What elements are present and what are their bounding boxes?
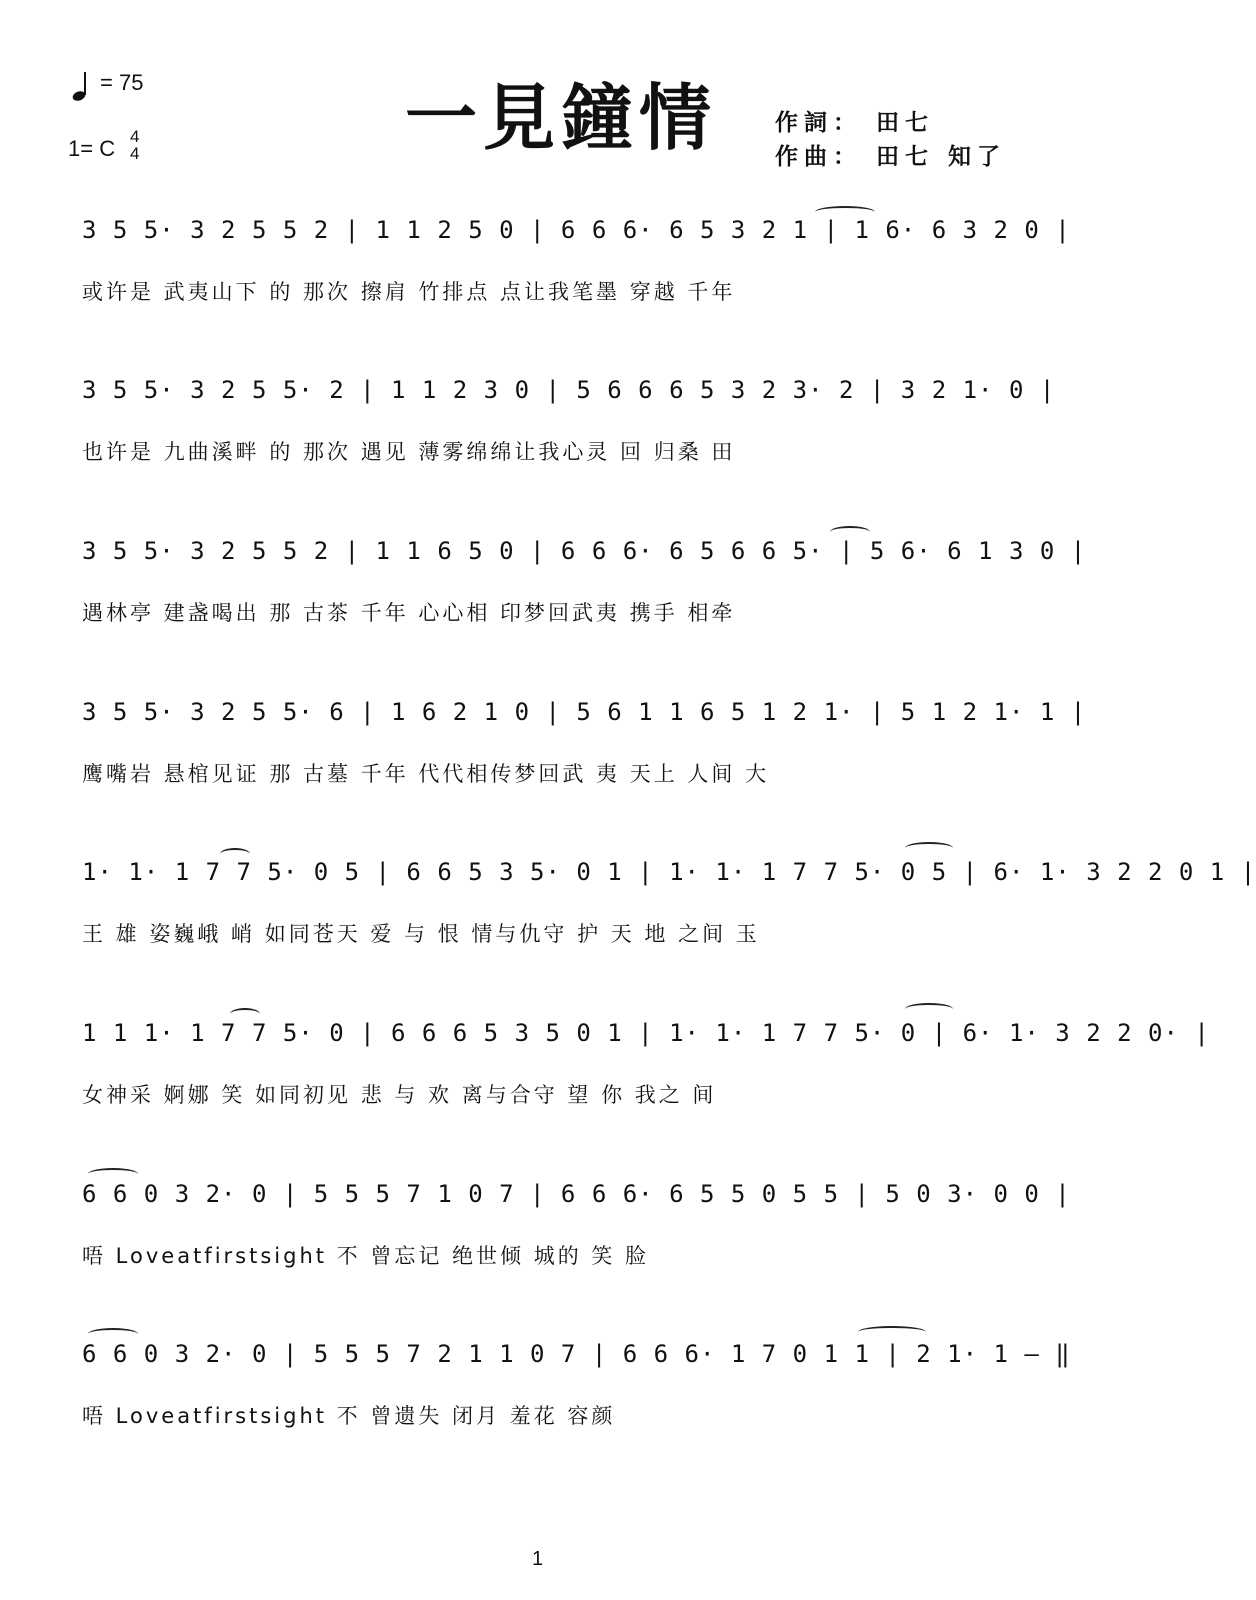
time-signature	[130, 128, 139, 162]
notation-line-8: 6 6 0 3 2· 0 | 5 5 5 7 2 1 1 0 7 | 6 6 6· 1 7 0 1 1 | 2 1· 1 – ‖	[82, 1340, 1071, 1368]
slur-mark	[830, 526, 870, 538]
lyrics-line-3: 遇林亭 建盏喝出 那 古茶 千年 心心相 印梦回武夷 携手 相牵	[82, 601, 736, 625]
notation-line-7: 6 6 0 3 2· 0 | 5 5 5 7 1 0 7 | 6 6 6· 6 5 5 0 5 5 | 5 0 3· 0 0 |	[82, 1180, 1071, 1208]
slur-mark	[905, 842, 953, 854]
notation-line-2: 3 5 5· 3 2 5 5· 2 | 1 1 2 3 0 | 5 6 6 6 5 3 2 3· 2 | 3 2 1· 0 |	[82, 376, 1056, 404]
lyrics-line-1: 或许是 武夷山下 的 那次 擦肩 竹排点 点让我笔墨 穿越 千年	[82, 280, 736, 304]
time-signature-top: 4	[130, 127, 140, 146]
notation-line-1: 3 5 5· 3 2 5 5 2 | 1 1 2 5 0 | 6 6 6· 6 5 3 2 1 | 1 6· 6 3 2 0 |	[82, 216, 1071, 244]
lyrics-line-4: 鹰嘴岩 悬棺见证 那 古墓 千年 代代相传梦回武 夷 天上 人间 大	[82, 762, 770, 786]
tempo-marking: = 75	[100, 70, 144, 95]
slur-mark	[88, 1328, 138, 1340]
notation-line-5: 1· 1· 1 7 7 5· 0 5 | 6 6 5 3 5· 0 1 | 1· 1· 1 7 7 5· 0 5 | 6· 1· 3 2 2 0 1 |	[82, 858, 1256, 886]
slur-mark	[815, 206, 875, 218]
quarter-note-icon	[72, 70, 92, 102]
slur-mark	[858, 1326, 926, 1338]
notation-line-4: 3 5 5· 3 2 5 5· 6 | 1 6 2 1 0 | 5 6 1 1 6 5 1 2 1· | 5 1 2 1· 1 |	[82, 698, 1087, 726]
lyrics-line-7: 唔 Loveatfirstsight 不 曾忘记 绝世倾 城的 笑 脸	[82, 1244, 650, 1268]
slur-mark	[905, 1003, 953, 1015]
key-signature: 1= C	[68, 136, 116, 161]
lyrics-line-2: 也许是 九曲溪畔 的 那次 遇见 薄雾绵绵让我心灵 回 归桑 田	[82, 440, 736, 464]
lyricist-credit: 作詞： 田七	[775, 109, 935, 136]
notation-line-3: 3 5 5· 3 2 5 5 2 | 1 1 6 5 0 | 6 6 6· 6 5 6 6 5· | 5 6· 6 1 3 0 |	[82, 537, 1087, 565]
song-title: 一見鐘情	[405, 75, 718, 160]
lyrics-line-6: 女神采 婀娜 笑 如同初见 悲 与 欢 离与合守 望 你 我之 间	[82, 1083, 717, 1107]
page-number: 1	[532, 1548, 544, 1570]
time-signature-bottom: 4	[130, 144, 140, 163]
composer-credit: 作曲： 田七 知了	[775, 143, 1007, 170]
slur-mark	[230, 1008, 260, 1020]
slur-mark	[88, 1168, 138, 1180]
lyrics-line-5: 王 雄 姿巍峨 峭 如同苍天 爱 与 恨 情与仇守 护 天 地 之间 玉	[82, 922, 760, 946]
slur-mark	[220, 848, 250, 860]
lyrics-line-8: 唔 Loveatfirstsight 不 曾遗失 闭月 羞花 容颜	[82, 1404, 616, 1428]
notation-line-6: 1 1 1· 1 7 7 5· 0 | 6 6 6 5 3 5 0 1 | 1· 1· 1 7 7 5· 0 | 6· 1· 3 2 2 0· |	[82, 1019, 1210, 1047]
